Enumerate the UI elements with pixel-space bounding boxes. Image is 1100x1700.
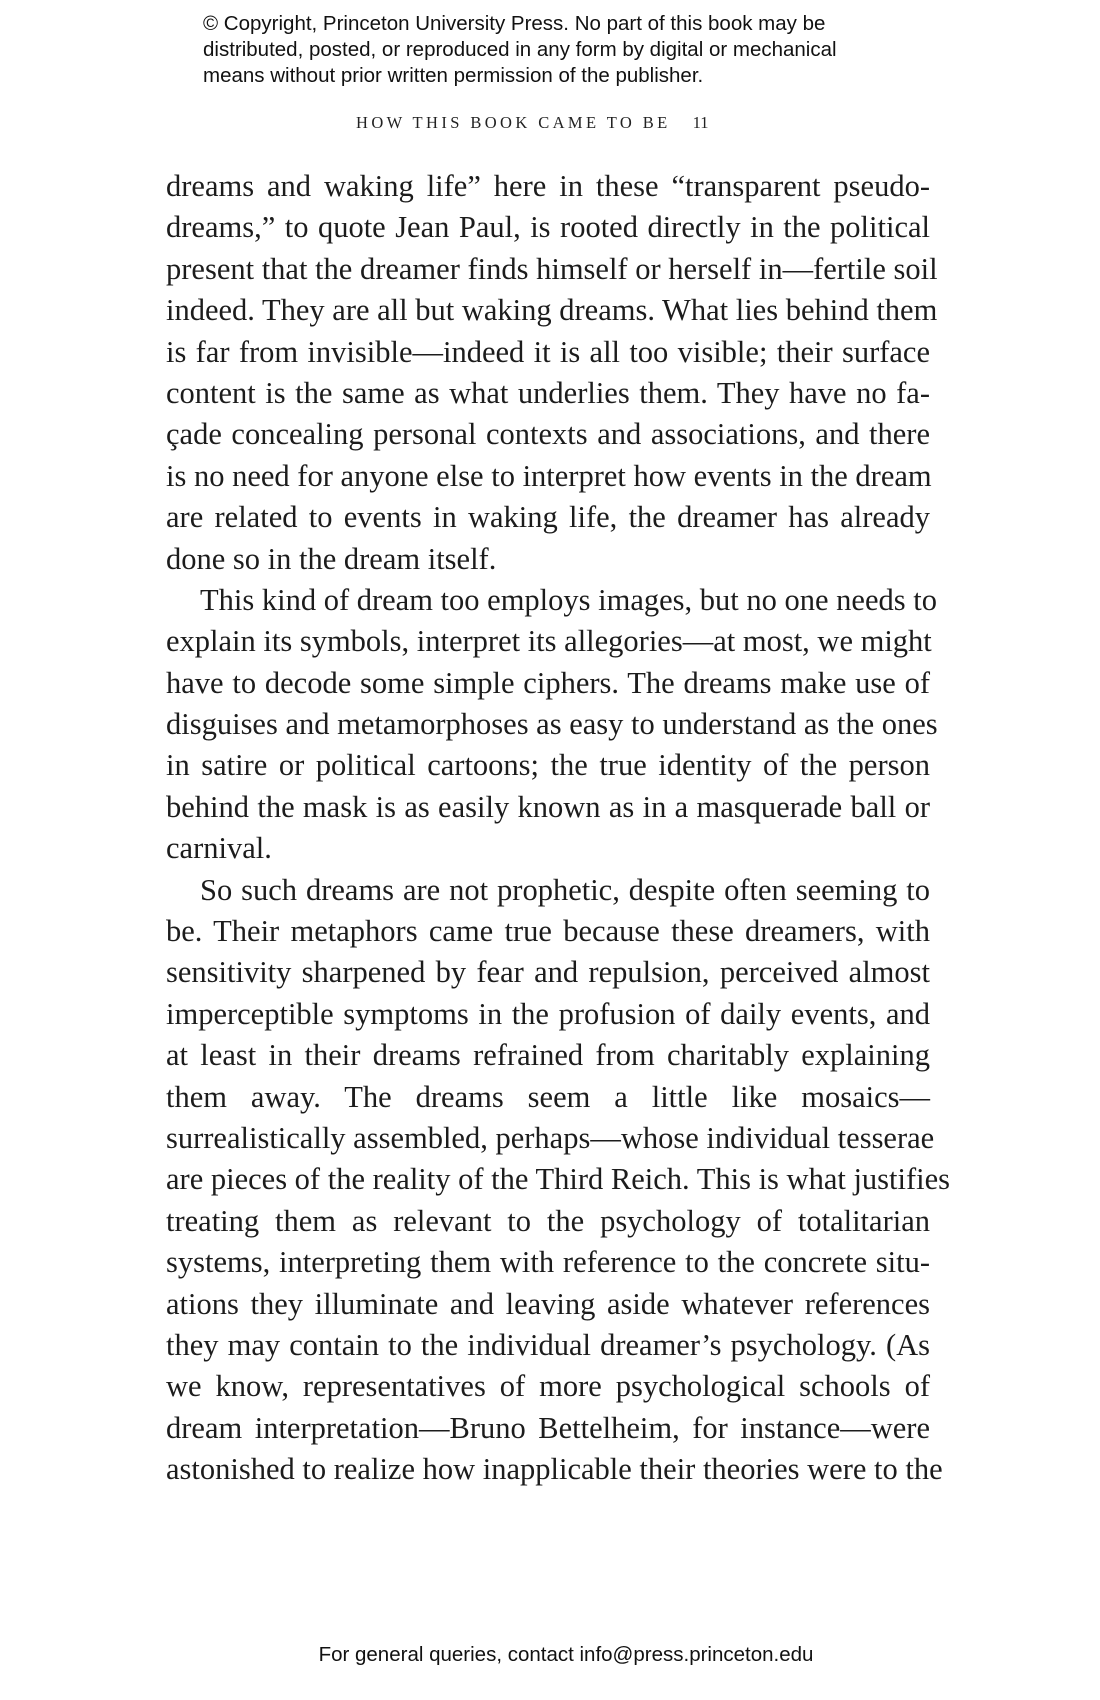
text-line: they may contain to the individual dreamer’s psychology. (As bbox=[166, 1327, 930, 1362]
footer-contact: For general queries, contact info@press.princeton.edu bbox=[318, 1643, 814, 1666]
text-line: imperceptible symptoms in the profusion of daily events, and bbox=[166, 996, 930, 1031]
text-line: done so in the dream itself. bbox=[166, 541, 497, 576]
text-line: present that the dreamer finds himself or herself in—fertile soil bbox=[166, 251, 938, 286]
text-line: ations they illuminate and leaving aside whatever references bbox=[166, 1286, 930, 1321]
text-line: disguises and metamorphoses as easy to understand as the ones bbox=[166, 707, 938, 742]
text-line: behind the mask is as easily known as in a masquerade ball or bbox=[166, 789, 930, 824]
text-line: content is the same as what underlies them. They have no fa- bbox=[166, 375, 930, 410]
text-line: dream interpretation—Bruno Bettelheim, for instance—were bbox=[166, 1410, 930, 1445]
text-line: surrealistically assembled, perhaps—whose individual tesserae bbox=[166, 1120, 935, 1155]
text-line: be. Their metaphors came true because these dreamers, with bbox=[166, 914, 930, 949]
text-line: So such dreams are not prophetic, despite often seeming to bbox=[200, 872, 930, 907]
text-line: dreams and waking life” here in these “transparent pseudo- bbox=[166, 169, 930, 203]
text-line: astonished to realize how inapplicable their theories were to the bbox=[166, 1452, 943, 1487]
text-line: explain its symbols, interpret its allegories—at most, we might bbox=[166, 624, 932, 659]
running-head bbox=[356, 113, 756, 133]
text-line: are pieces of the reality of the Third Reich. This is what justifies bbox=[166, 1162, 951, 1197]
text-line: is far from invisible—indeed it is all too visible; their surface bbox=[166, 334, 930, 369]
text-line: treating them as relevant to the psychology of totalitarian bbox=[166, 1203, 930, 1238]
text-line: have to decode some simple ciphers. The dreams make use of bbox=[166, 665, 930, 700]
paragraph bbox=[166, 166, 938, 580]
text-line: indeed. They are all but waking dreams. What lies behind them bbox=[166, 293, 938, 328]
text-line: systems, interpreting them with reference to the concrete situ- bbox=[166, 1245, 930, 1280]
text-line: This kind of dream too employs images, but no one needs to bbox=[200, 582, 937, 617]
text-line: dreams,” to quote Jean Paul, is rooted directly in the political bbox=[166, 210, 930, 245]
body-text bbox=[166, 166, 951, 1491]
copyright-line: means without prior written permission of the publisher. bbox=[203, 64, 704, 87]
copyright-notice bbox=[203, 11, 903, 89]
text-line: them away. The dreams seem a little like mosaics— bbox=[166, 1079, 930, 1114]
text-line: sensitivity sharpened by fear and repulsion, perceived almost bbox=[166, 955, 930, 990]
copyright-line: distributed, posted, or reproduced in any form by digital or mechanical bbox=[203, 38, 837, 61]
paragraph bbox=[166, 580, 938, 870]
text-line: in satire or political cartoons; the true identity of the person bbox=[166, 748, 930, 783]
text-line: at least in their dreams refrained from charitably explaining bbox=[166, 1038, 930, 1073]
page-number: 11 bbox=[692, 113, 709, 132]
text-line: is no need for anyone else to interpret how events in the dream bbox=[166, 458, 932, 493]
text-line: are related to events in waking life, the dreamer has already bbox=[166, 500, 930, 535]
text-line: çade concealing personal contexts and associations, and there bbox=[166, 417, 930, 452]
paragraph bbox=[166, 870, 951, 1491]
text-line: we know, representatives of more psychological schools of bbox=[166, 1369, 930, 1404]
chapter-title: HOW THIS BOOK CAME TO BE bbox=[356, 113, 671, 132]
copyright-line: © Copyright, Princeton University Press. No part of this book may be bbox=[203, 12, 826, 35]
text-line: carnival. bbox=[166, 831, 272, 866]
